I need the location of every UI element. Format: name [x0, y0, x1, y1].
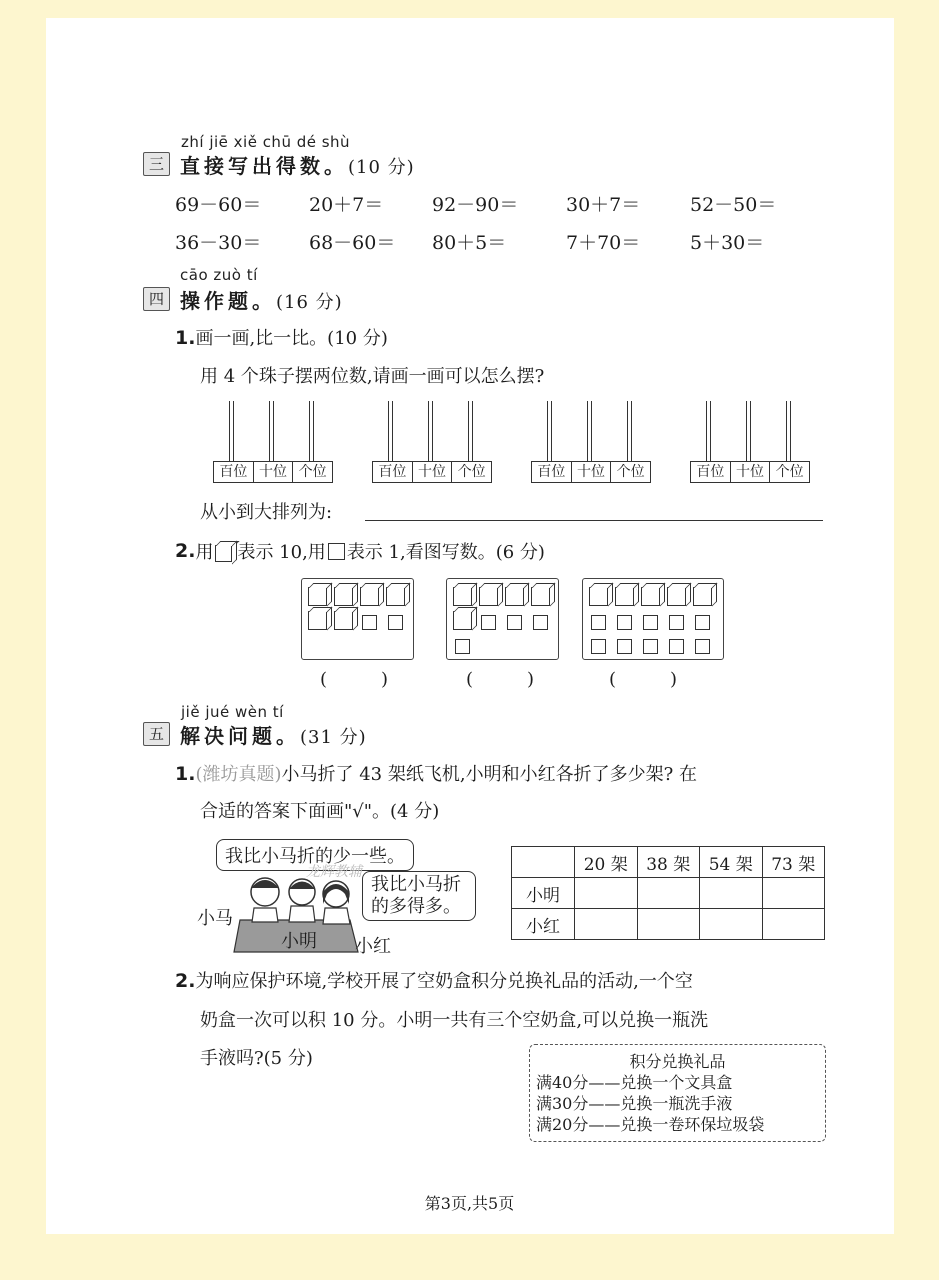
abacus[interactable]: [213, 401, 333, 486]
unit-square: [643, 615, 658, 630]
equation: 68－60＝: [309, 232, 396, 254]
ten-cube: [453, 587, 472, 606]
speech-bubble: [362, 871, 476, 921]
answer-parentheses[interactable]: ( ): [466, 669, 535, 690]
ten-cube: [360, 587, 379, 606]
place-label: 个位: [298, 464, 327, 480]
ten-cube: [334, 587, 353, 606]
abacus-rod: [269, 401, 274, 461]
table-header-cell: 73 架: [762, 847, 825, 878]
place-label: 百位: [532, 462, 572, 482]
block-group: [446, 578, 559, 660]
page-footer: 第3页,共5页: [424, 1194, 515, 1213]
ten-cube: [334, 611, 353, 630]
question-5-2: [175, 967, 693, 993]
ten-cube: [453, 611, 472, 630]
table-header-row: [512, 847, 825, 878]
name-label: 小红: [355, 936, 391, 957]
section5-number: 五: [143, 722, 170, 746]
equation: 52－50＝: [690, 194, 777, 216]
table-header-cell: 38 架: [637, 847, 700, 878]
equation: 5＋30＝: [690, 232, 765, 254]
answer-cell[interactable]: [575, 909, 638, 940]
question-text-a: 用: [195, 542, 214, 563]
answer-table: [511, 846, 825, 940]
abacus-rod: [428, 401, 433, 461]
answer-parentheses[interactable]: ( ): [320, 669, 389, 690]
unit-square: [591, 615, 606, 630]
ten-cube: [308, 587, 327, 606]
ten-cube: [531, 587, 550, 606]
place-label: 百位: [691, 462, 731, 482]
section4-heading: [180, 285, 343, 314]
unit-square: [695, 615, 710, 630]
section3-heading: [180, 150, 415, 179]
abacus-base: [372, 461, 492, 483]
place-label: 十位: [572, 462, 612, 482]
answer-cell[interactable]: [575, 878, 638, 909]
bubble-line: 我比小马折: [371, 874, 461, 895]
reward-item: 满40分——兑换一个文具盒: [536, 1073, 733, 1092]
place-label: 百位: [373, 462, 413, 482]
question-text: 画一画,比一比。(10 分): [195, 328, 388, 349]
equation: 92－90＝: [432, 194, 519, 216]
section4-score: (16 分): [276, 292, 343, 313]
equation: 69－60＝: [175, 194, 262, 216]
block-group: [582, 578, 724, 660]
speech-bubble: 我比小马折的少一些。: [216, 839, 414, 871]
table-row: [512, 878, 825, 909]
unit-square: [617, 615, 632, 630]
question-4-1: [175, 324, 388, 350]
source-tag: (潍坊真题): [195, 764, 282, 785]
section3-number: 三: [143, 152, 170, 176]
abacus-rod: [229, 401, 234, 461]
unit-square: [591, 639, 606, 654]
abacus-rod: [587, 401, 592, 461]
table-header-cell: [512, 847, 575, 878]
unit-square: [362, 615, 377, 630]
answer-cell[interactable]: [700, 909, 763, 940]
abacus-instruction: 用 4 个珠子摆两位数,请画一画可以怎么摆?: [200, 366, 545, 387]
unit-square: [643, 639, 658, 654]
order-label: 从小到大排列为:: [200, 502, 333, 523]
ten-cube: [667, 587, 686, 606]
abacus-rod: [746, 401, 751, 461]
abacus-rod: [547, 401, 552, 461]
place-label: 十位: [254, 462, 294, 482]
place-label: 个位: [775, 464, 804, 480]
abacus-rod: [309, 401, 314, 461]
answer-cell[interactable]: [762, 909, 825, 940]
ten-cube: [641, 587, 660, 606]
name-label: 小明: [281, 931, 317, 952]
unit-square: [617, 639, 632, 654]
reward-box: [529, 1044, 826, 1142]
answer-cell[interactable]: [637, 909, 700, 940]
question-number: 2.: [175, 540, 196, 562]
unit-square: [669, 639, 684, 654]
place-label: 十位: [731, 462, 771, 482]
row-label: 小红: [512, 909, 575, 940]
question-text-line2: 奶盒一次可以积 10 分。小明一共有三个空奶盒,可以兑换一瓶洗: [200, 1010, 709, 1031]
section3-pinyin: zhí jiē xiě chū dé shù: [181, 133, 351, 151]
question-number: 1.: [175, 763, 196, 785]
abacus[interactable]: [690, 401, 810, 486]
unit-square: [507, 615, 522, 630]
section4-pinyin: cāo zuò tí: [180, 266, 258, 284]
answer-cell[interactable]: [700, 878, 763, 909]
question-text: 小马折了 43 架纸飞机,小明和小红各折了多少架? 在: [281, 764, 697, 785]
answer-cell[interactable]: [762, 878, 825, 909]
unit-square: [533, 615, 548, 630]
abacus-base: [531, 461, 651, 483]
section5-title: 解决问题。: [180, 724, 300, 748]
answer-cell[interactable]: [637, 878, 700, 909]
ten-cube: [693, 587, 712, 606]
place-label: 百位: [214, 462, 254, 482]
question-number: 2.: [175, 970, 196, 992]
name-label: 小马: [197, 908, 233, 929]
table-row: [512, 909, 825, 940]
reward-item: 满30分——兑换一瓶洗手液: [536, 1094, 733, 1113]
question-text-c: 表示 1,看图写数。(6 分): [346, 542, 545, 563]
place-label: 十位: [413, 462, 453, 482]
abacus-rod: [388, 401, 393, 461]
abacus-base: [690, 461, 810, 483]
equation: 36－30＝: [175, 232, 262, 254]
equation: 7＋70＝: [566, 232, 641, 254]
section3-score: (10 分): [348, 157, 415, 178]
bubble-line: 的多得多。: [371, 896, 461, 917]
abacus[interactable]: [531, 401, 651, 486]
ten-cube: [308, 611, 327, 630]
abacus-rod: [468, 401, 473, 461]
block-group: [301, 578, 414, 660]
ten-cube: [615, 587, 634, 606]
equation: 20＋7＝: [309, 194, 384, 216]
section5-heading: [180, 720, 367, 749]
question-4-2: [175, 538, 545, 564]
section4-title: 操作题。: [180, 289, 276, 313]
equation: 30＋7＝: [566, 194, 641, 216]
abacus-rod: [786, 401, 791, 461]
unit-square: [669, 615, 684, 630]
watermark: 龙辉教辅: [306, 864, 362, 880]
unit-square: [695, 639, 710, 654]
place-label: 个位: [616, 464, 645, 480]
ten-cube: [505, 587, 524, 606]
answer-line[interactable]: [365, 520, 823, 521]
ten-cube-icon: [213, 540, 237, 562]
question-text: 为响应保护环境,学校开展了空奶盒积分兑换礼品的活动,一个空: [195, 971, 693, 992]
section5-score: (31 分): [300, 727, 367, 748]
ten-cube: [386, 587, 405, 606]
ten-cube: [479, 587, 498, 606]
unit-square: [388, 615, 403, 630]
question-text-b: 表示 10,用: [237, 542, 326, 563]
question-text-line3: 手液吗?(5 分): [200, 1048, 313, 1069]
section5-pinyin: jiě jué wèn tí: [181, 703, 284, 721]
table-header-cell: 20 架: [575, 847, 638, 878]
section3-title: 直接写出得数。: [180, 154, 348, 178]
abacus[interactable]: [372, 401, 492, 486]
place-label: 个位: [457, 464, 486, 480]
ten-cube: [589, 587, 608, 606]
question-number: 1.: [175, 327, 196, 349]
abacus-rod: [627, 401, 632, 461]
unit-square: [455, 639, 470, 654]
unit-square: [481, 615, 496, 630]
equation: 80＋5＝: [432, 232, 507, 254]
table-header-cell: 54 架: [700, 847, 763, 878]
question-5-1: [175, 760, 697, 786]
question-text-line2: 合适的答案下面画"√"。(4 分): [200, 801, 440, 822]
answer-parentheses[interactable]: ( ): [609, 669, 678, 690]
reward-item: 满20分——兑换一卷环保垃圾袋: [536, 1115, 765, 1134]
unit-square-icon: [328, 543, 345, 560]
abacus-base: [213, 461, 333, 483]
row-label: 小明: [512, 878, 575, 909]
abacus-rod: [706, 401, 711, 461]
section4-number: 四: [143, 287, 170, 311]
reward-box-title: 积分兑换礼品: [629, 1052, 726, 1071]
